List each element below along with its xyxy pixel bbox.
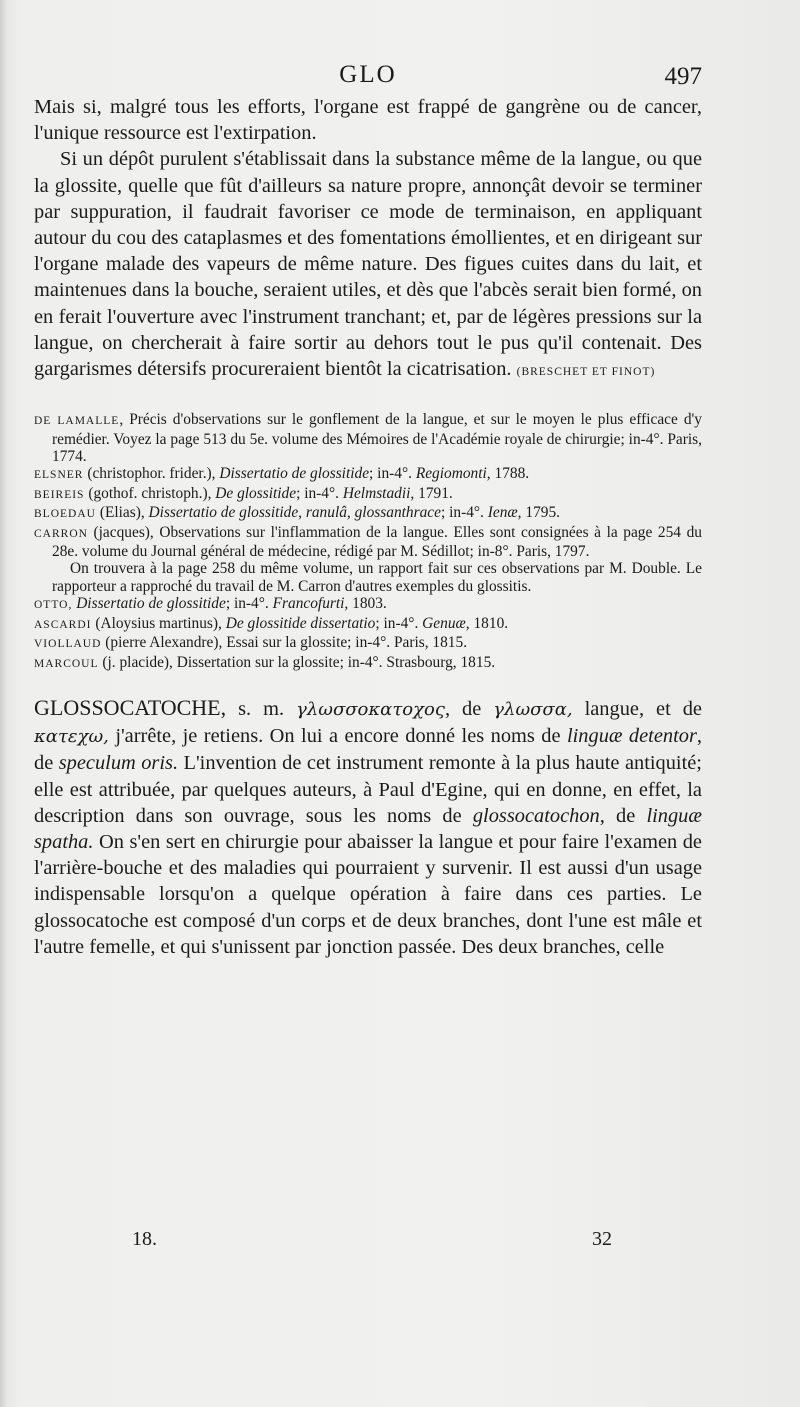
greek-etymon: γλωσσοκατοχος — [296, 698, 445, 720]
greek-root-hold: κατεχω, — [34, 726, 109, 748]
ref-text: Observations sur l'inflammation de la langue. Elles sont consignées à la page 254 du 28e. volume du Journal général de médecine, rédigé par M. Sédillot; in-8°. Paris, 1797. — [52, 523, 702, 561]
reference-item — [34, 595, 702, 614]
reference-item — [34, 654, 702, 673]
page-number: 497 — [664, 63, 702, 90]
header-title: GLO — [339, 61, 397, 88]
ref-author: ELSNER — [34, 469, 84, 482]
continuation-text — [34, 94, 702, 385]
reference-item — [34, 615, 702, 634]
ref-place: Regiomonti, — [415, 465, 491, 483]
ref-author: VIOLLAUD — [34, 638, 102, 651]
signature-mark: 18. — [132, 1228, 157, 1250]
ref-given-name: (gothof. christoph.), — [88, 484, 212, 502]
reference-item — [34, 504, 702, 523]
entry-text: On s'en sert en chirurgie pour abaisser la langue et pour faire l'examen de l'arrière-bouche et des maladies qui pourraient y survenir. Il est aussi d'un usage indispensable lorsqu'on a quelque opération à faire dans ces parties. Le glossocatoche est composé d'un corps et de deux branches, dont l'une est mâle et l'autre femelle, et qui s'unissent par jonction passée. Des deux branches, celle — [34, 830, 702, 958]
ref-place: Genuæ, — [422, 614, 470, 632]
ref-year: 1791. — [418, 484, 453, 502]
ref-format: ; in-4°. — [375, 614, 419, 632]
page-edge-shadow — [0, 0, 7, 1407]
ref-format: ; in-4°. — [369, 465, 412, 483]
ref-year: 1803. — [352, 595, 387, 613]
sheet-number: 32 — [592, 1228, 612, 1250]
ref-author: CARRON — [34, 527, 88, 540]
ref-year: 1810. — [473, 614, 509, 632]
ref-given-name: (j. placide), — [102, 653, 173, 671]
paragraph-2 — [34, 146, 702, 385]
ref-place: Ienæ, — [487, 504, 522, 522]
reference-item — [34, 634, 702, 653]
ref-format: ; in-4°. — [296, 484, 339, 502]
ref-given-name: (Elias), — [99, 504, 145, 522]
ref-text: Dissertation sur la glossite; in-4°. Strasbourg, 1815. — [176, 653, 496, 671]
ref-year: 1788. — [494, 465, 530, 483]
ref-place: Francofurti, — [272, 595, 349, 613]
ref-author: BEIREIS — [34, 488, 85, 501]
entry-text: , de — [34, 725, 702, 775]
ref-given-name: (jacques), — [93, 523, 154, 541]
ref-text: Précis d'observations sur le gonflement de la langue, et sur le moyen le plus efficace d'y remédier. Voyez la page 513 du 5e. volume des Mémoires de l'Académie royale de chirurgie; in-4°. Paris, 1774. — [52, 411, 703, 466]
greek-root-tongue: γλωσσα, — [493, 698, 573, 720]
reference-item — [34, 485, 702, 504]
latin-term: linguæ spatha. — [34, 804, 702, 853]
ref-author: BLOEDAU — [34, 508, 96, 521]
dictionary-entry — [34, 695, 702, 960]
entry-text: , de — [444, 697, 482, 720]
reference-note: On trouvera à la page 258 du même volume, un rapport fait sur ces observations par M. Double. Le rapporteur a rapproché du travail de M. Carron d'autres exemples du glossitis. — [52, 560, 702, 595]
latin-term: speculum oris. — [58, 752, 179, 775]
entry-text: langue, et de — [584, 697, 702, 720]
ref-given-name: (pierre Alexandre), — [105, 634, 223, 652]
ref-title: De glossitide dissertatio — [225, 614, 376, 632]
ref-given-name: (Aloysius martinus), — [95, 614, 222, 632]
ref-year: 1795. — [525, 504, 561, 522]
latin-term: linguæ detentor — [566, 725, 697, 748]
paragraph-1: Mais si, malgré tous les efforts, l'organe est frappé de gangrène ou de cancer, l'unique ressource est l'extirpation. — [34, 96, 702, 145]
reference-item — [34, 465, 702, 484]
latin-term: glossocatochon — [472, 804, 600, 827]
ref-title: De glossitide — [215, 484, 297, 502]
ref-format: ; in-4°. — [440, 504, 484, 522]
entry-text: j'arrête, je retiens. On lui a encore donné les noms de — [115, 725, 561, 748]
entry-text: L'invention de cet instrument remonte à la plus haute antiquité; elle est attribuée, par quelques auteurs, à Paul d'Egine, qui en donne, en effet, la description dans son ouvrage, sous les noms de — [34, 752, 702, 827]
ref-author: ASCARDI — [34, 618, 92, 631]
reference-item — [34, 524, 702, 561]
ref-title: Dissertatio de glossitide — [76, 595, 226, 613]
ref-author: DE LAMALLE — [34, 415, 120, 428]
bibliography — [34, 411, 702, 673]
part-of-speech: s. m. — [238, 697, 285, 720]
ref-text: Essai sur la glossite; in-4°. Paris, 1815. — [226, 634, 468, 652]
ref-place: Helmstadii, — [342, 484, 415, 502]
running-header — [34, 58, 702, 94]
entry-headword: GLOSSOCATOCHE, — [34, 694, 227, 720]
ref-title: Dissertatio de glossitide — [219, 465, 370, 483]
ref-author: MARCOUL — [34, 657, 99, 670]
author-credit: (BRESCHET ET FINOT) — [516, 366, 656, 379]
reference-item: DE LAMALLE, Précis d'observations sur le gonflement de la langue, et sur le moyen le plus efficace d'y remédier. Voyez la page 513 du 5e. volume des Mémoires de l'Académie royale de chirurgie; in-4°. Paris, 1774. — [34, 411, 703, 466]
ref-title: Dissertatio de glossitide, ranulâ, glossanthrace — [148, 504, 441, 522]
ref-author: OTTO, — [34, 599, 73, 612]
paragraph-2-text: Si un dépôt purulent s'établissait dans la substance même de la langue, ou que la glossite, quelle que fût d'ailleurs sa nature propre, annonçât devoir se terminer par suppuration, il faudrait favoriser ce mode de terminaison, en appliquant autour du cou des cataplasmes et des fomentations émollientes, et en dirigeant sur l'organe malade des vapeurs de même nature. Des figues cuites dans du lait, et maintenues dans la bouche, seraient utiles, et dès que l'abcès serait bien formé, on en ferait l'ouverture avec l'instrument tranchant; et, par de légères pressions sur la langue, on chercherait à faire sortir au dehors tout le pus qu'il contenait. Des gargarismes détersifs procureraient bientôt la cicatrisation. — [34, 148, 702, 381]
ref-format: ; in-4°. — [225, 595, 269, 613]
entry-text: , de — [599, 804, 636, 827]
ref-given-name: (christophor. frider.), — [87, 465, 216, 483]
